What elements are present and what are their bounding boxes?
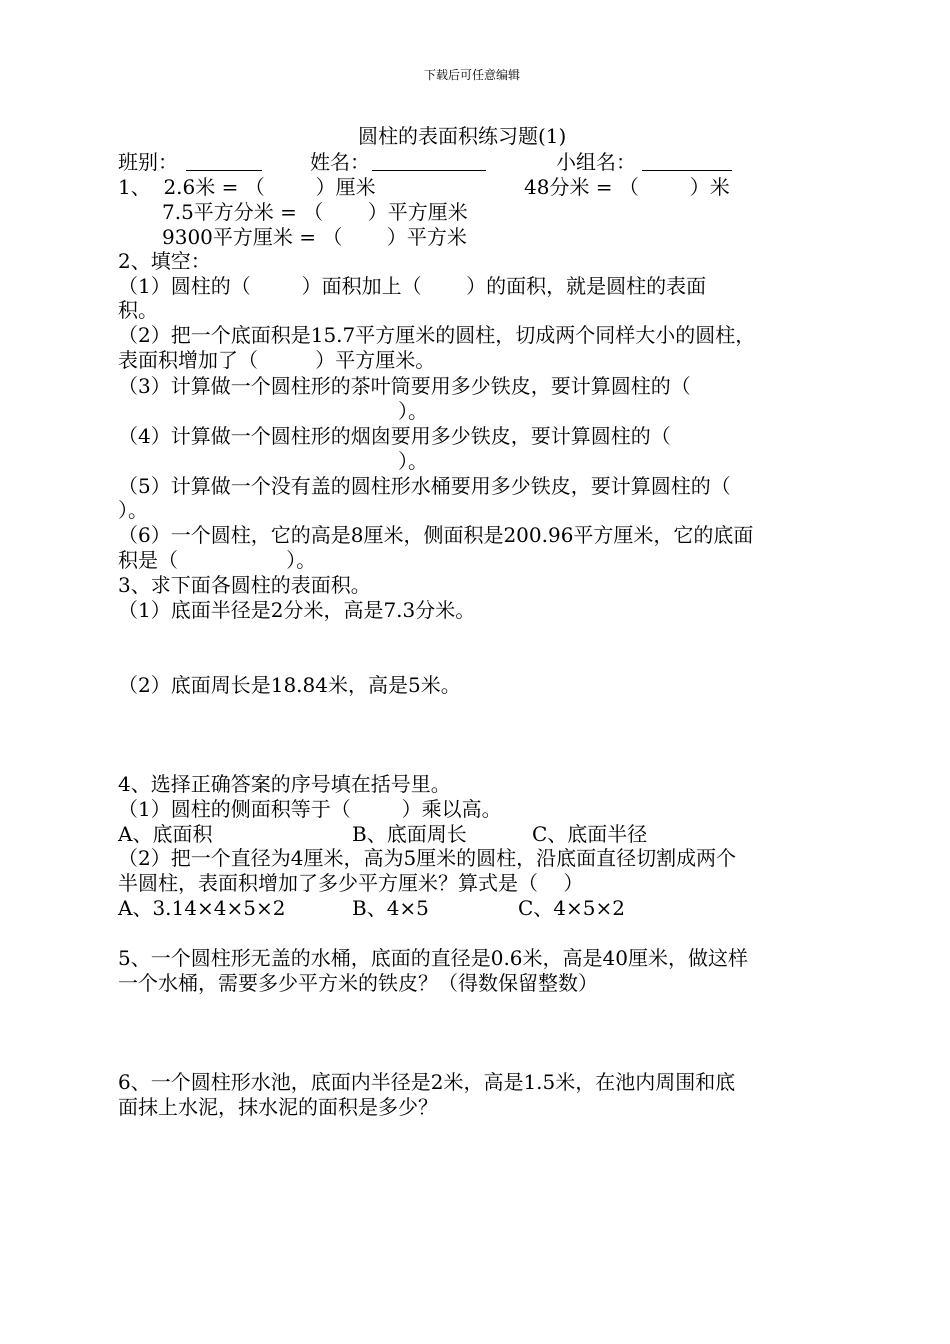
q6-line1: 6、一个圆柱形水池，底面内半径是2米，高是1.5米，在池内周围和底: [118, 1070, 736, 1094]
q3-part1: （1）底面半径是2分米，高是7.3分米。: [118, 598, 476, 622]
q2-line: ）。: [118, 498, 148, 522]
q4-part1: （1）圆柱的侧面积等于（ ）乘以高。: [118, 797, 502, 821]
name-label: 姓名：: [310, 150, 370, 174]
q2-line: 积是（ ）。: [118, 548, 317, 572]
q2-line: （1）圆柱的（ ）面积加上（ ）的面积，就是圆柱的表面: [118, 274, 707, 298]
class-label: 班别：: [118, 150, 178, 174]
q1-line2: 7.5平方分米 = （ ）平方厘米: [162, 200, 468, 224]
name-blank[interactable]: [372, 152, 486, 171]
q6-line2: 面抹上水泥，抹水泥的面积是多少？: [118, 1095, 438, 1119]
page-header: 下载后可任意编辑: [424, 68, 521, 82]
q4-p2-option-a: A、3.14×4×5×2: [118, 896, 286, 920]
q5-line2: 一个水桶，需要多少平方米的铁皮？（得数保留整数）: [118, 971, 598, 995]
group-label: 小组名：: [556, 150, 636, 174]
q1-line1a: 1、 2.6米 = （ ）厘米: [118, 175, 376, 199]
q2-line: （2）把一个底面积是15.7平方厘米的圆柱，切成两个同样大小的圆柱，: [118, 323, 756, 347]
q4-part2-line2: 半圆柱，表面积增加了多少平方厘米？算式是（ ）: [118, 871, 584, 895]
q5-line1: 5、一个圆柱形无盖的水桶，底面的直径是0.6米，高是40厘米，做这样: [118, 946, 748, 970]
q4-p1-option-b: B、底面周长: [352, 822, 467, 846]
q1-line1b: 48分米 = （ ）米: [524, 175, 730, 199]
q4-part2-line1: （2）把一个直径为4厘米，高为5厘米的圆柱，沿底面直径切割成两个: [118, 846, 737, 870]
q4-p2-option-b: B、4×5: [352, 896, 429, 920]
q2-line: （6）一个圆柱，它的高是8厘米，侧面积是200.96平方厘米，它的底面: [118, 523, 754, 547]
q4-p1-option-a: A、底面积: [118, 822, 213, 846]
q1-line3: 9300平方厘米 = （ ）平方米: [162, 225, 467, 249]
q2-line: （5）计算做一个没有盖的圆柱形水桶要用多少铁皮，要计算圆柱的（: [118, 474, 731, 498]
q2-line: （3）计算做一个圆柱形的茶叶筒要用多少铁皮，要计算圆柱的（: [118, 374, 691, 398]
class-blank[interactable]: [186, 152, 262, 171]
q4-heading: 4、选择正确答案的序号填在括号里。: [118, 772, 451, 796]
page-title: 圆柱的表面积练习题(1): [358, 124, 567, 148]
q4-p1-option-c: C、底面半径: [532, 822, 648, 846]
q2-line: 积。: [118, 298, 158, 322]
q2-line: ）。: [398, 399, 428, 423]
q2-line: （4）计算做一个圆柱形的烟囱要用多少铁皮，要计算圆柱的（: [118, 424, 671, 448]
q3-part2: （2）底面周长是18.84米，高是5米。: [118, 673, 461, 697]
q2-line: 表面积增加了（ ）平方厘米。: [118, 348, 436, 372]
q4-p2-option-c: C、4×5×2: [518, 896, 625, 920]
q2-line: ）。: [398, 449, 428, 473]
group-blank[interactable]: [642, 152, 732, 171]
q2-heading: 2、填空：: [118, 249, 211, 273]
q3-heading: 3、求下面各圆柱的表面积。: [118, 573, 371, 597]
